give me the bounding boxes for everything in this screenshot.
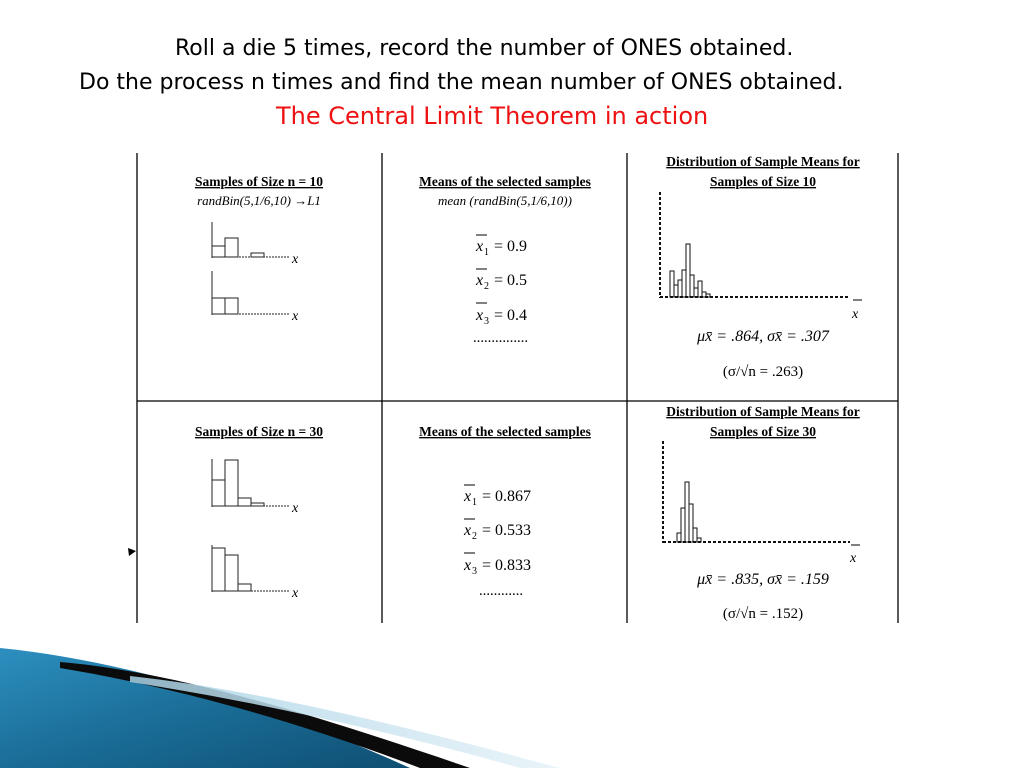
svg-text:= 0.9: = 0.9 [494,238,528,255]
svg-text:x: x [464,522,472,539]
svg-text:= 0.833: = 0.833 [482,557,532,574]
samples-title: Samples of Size n = 10 [194,174,324,189]
svg-text:x: x [476,272,484,289]
dist-axis-label: x [850,551,857,566]
svg-text:3: 3 [472,566,477,577]
means-title: Means of the selected samples [419,174,591,189]
sigma-over-root-n: (σ/√n = .263) [722,364,804,380]
ellipsis-dots: ………… [479,586,523,598]
svg-text:1: 1 [484,247,489,258]
stats-line: μx̄ = .864, σx̄ = .307 [697,328,829,345]
hist-axis-label: x [292,309,299,324]
ellipsis-dots: …………… [473,333,528,345]
dist-title-2: Samples of Size 10 [709,174,817,189]
title-line-1: Roll a die 5 times, record the number of ONES obtained. [175,36,794,61]
svg-text:= 0.867: = 0.867 [482,488,532,505]
dist-axis-label: x [852,307,859,322]
svg-text:x: x [464,488,472,505]
title-line-2: Do the process n times and find the mean number of ONES obtained. [79,70,844,95]
title-line-3: The Central Limit Theorem in action [276,102,709,130]
stats-line: μx̄ = .835, σx̄ = .159 [697,571,829,588]
svg-text:2: 2 [484,281,489,292]
svg-text:= 0.533: = 0.533 [482,522,532,539]
svg-text:= 0.5: = 0.5 [494,272,528,289]
svg-text:3: 3 [484,316,489,327]
dist-title-2: Samples of Size 30 [709,424,817,439]
hist-axis-label: x [292,252,299,267]
svg-text:x: x [476,238,484,255]
samples-title: Samples of Size n = 30 [194,424,324,439]
svg-text:2: 2 [472,531,477,542]
dist-title-1: Distribution of Sample Means for [666,404,860,419]
dist-title-1: Distribution of Sample Means for [666,154,860,169]
samples-command: randBin(5,1/6,10) →L1 [197,193,321,208]
svg-text:1: 1 [472,497,477,508]
svg-text:= 0.4: = 0.4 [494,307,528,324]
means-title: Means of the selected samples [419,424,591,439]
svg-text:x: x [476,307,484,324]
hist-axis-label: x [292,501,299,516]
means-command: mean (randBin(5,1/6,10)) [438,193,572,208]
sigma-over-root-n: (σ/√n = .152) [722,606,804,622]
hist-axis-label: x [292,586,299,601]
svg-text:x: x [464,557,472,574]
